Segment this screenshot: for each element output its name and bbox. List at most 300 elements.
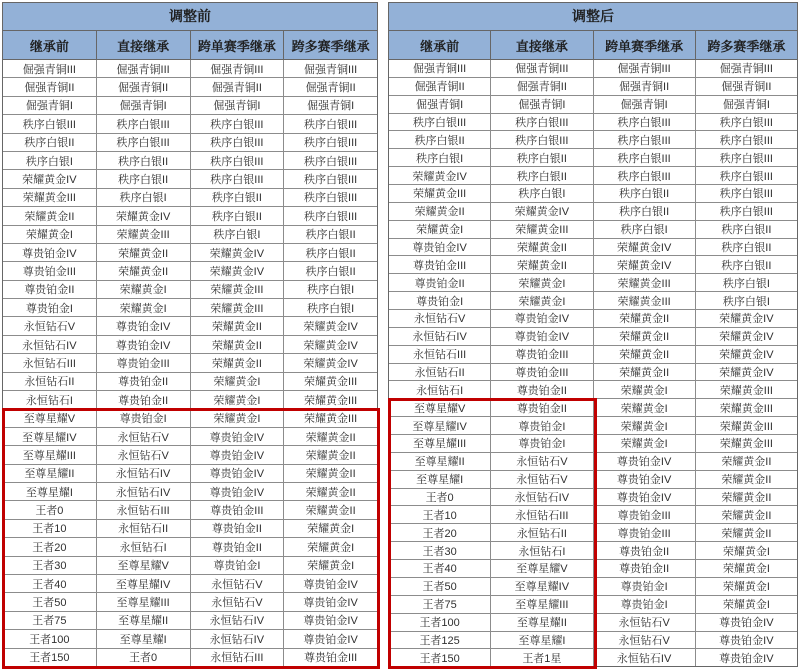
table-cell: 至尊星耀II <box>389 453 491 470</box>
table-row <box>3 207 377 225</box>
table-cell: 荣耀黄金I <box>97 281 191 298</box>
table-cell: 尊贵铂金I <box>491 417 593 434</box>
table-row <box>389 399 797 417</box>
table-cell: 荣耀黄金I <box>594 399 696 416</box>
table-row <box>389 364 797 382</box>
table-cell: 倔强青铜III <box>389 60 491 77</box>
table-cell: 王者0 <box>389 489 491 506</box>
table-cell: 至尊星耀IV <box>3 428 97 445</box>
table-row <box>389 417 797 435</box>
table-cell: 荣耀黄金II <box>491 239 593 256</box>
table-cell: 荣耀黄金III <box>3 189 97 206</box>
table-cell: 倔强青铜II <box>191 78 285 95</box>
table-cell: 荣耀黄金III <box>594 292 696 309</box>
table-cell: 荣耀黄金III <box>304 394 358 407</box>
table-cell: 秩序白银III <box>191 134 285 151</box>
table-cell: 至尊星耀III <box>491 596 593 613</box>
table-row <box>389 310 797 328</box>
table-row <box>389 185 797 203</box>
table-cell: 王者75 <box>3 612 97 629</box>
table-cell: 倔强青铜II <box>389 78 491 95</box>
table-row <box>389 239 797 257</box>
table-cell: 尊贵铂金IV <box>389 239 491 256</box>
table-cell: 荣耀黄金II <box>389 203 491 220</box>
table-cell: 荣耀黄金IV <box>303 339 358 352</box>
table-cell: 荣耀黄金II <box>721 474 772 487</box>
table-row <box>3 189 377 207</box>
table-row <box>3 115 377 133</box>
table-after-title: 调整后 <box>389 3 797 31</box>
table-cell: 荣耀黄金IV <box>719 349 774 362</box>
table-cell: 至尊星耀IV <box>97 575 191 592</box>
table-row <box>3 520 377 538</box>
table-cell: 荣耀黄金IV <box>389 167 491 184</box>
table-cell: 荣耀黄金IV <box>719 331 774 344</box>
table-cell: 永恒钻石III <box>3 354 97 371</box>
table-cell: 秩序白银III <box>191 170 285 187</box>
table-cell: 永恒钻石II <box>491 524 593 541</box>
table-cell: 荣耀黄金II <box>305 486 356 499</box>
table-cell: 尊贵铂金III <box>594 506 696 523</box>
table-cell: 荣耀黄金III <box>97 226 191 243</box>
table-row <box>389 328 797 346</box>
table-cell: 荣耀黄金III <box>719 384 773 397</box>
table-cell: 荣耀黄金III <box>719 438 773 451</box>
table-cell: 秩序白银III <box>389 114 491 131</box>
table-cell: 至尊星耀I <box>491 632 593 649</box>
table-row <box>3 60 377 78</box>
table-row <box>389 632 797 650</box>
table-cell: 尊贵铂金IV <box>594 489 696 506</box>
table-before-title: 调整前 <box>3 3 377 31</box>
table-row <box>3 97 377 115</box>
table-cell: 荣耀黄金II <box>594 346 696 363</box>
table-cell: 秩序白银II <box>721 259 772 272</box>
table-cell: 荣耀黄金II <box>721 509 772 522</box>
table-cell: 尊贵铂金III <box>491 364 593 381</box>
table-cell: 永恒钻石III <box>191 649 285 666</box>
table-cell: 永恒钻石V <box>97 446 191 463</box>
table-cell: 永恒钻石IV <box>97 483 191 500</box>
table-cell: 永恒钻石V <box>3 317 97 334</box>
table-row <box>3 391 377 409</box>
table-row <box>389 560 797 578</box>
table-cell: 至尊星耀I <box>389 471 491 488</box>
table-cell: 永恒钻石V <box>491 471 593 488</box>
table-cell: 王者10 <box>3 520 97 537</box>
table-cell: 秩序白银II <box>305 247 356 260</box>
table-cell: 尊贵铂金III <box>594 524 696 541</box>
table-cell: 王者50 <box>389 578 491 595</box>
table-cell: 永恒钻石V <box>594 632 696 649</box>
table-cell: 倔强青铜II <box>721 81 772 94</box>
table-row <box>3 501 377 519</box>
table-cell: 倔强青铜III <box>491 60 593 77</box>
table-cell: 秩序白银III <box>191 115 285 132</box>
table-cell: 至尊星耀V <box>491 560 593 577</box>
table-before-adjustment <box>2 2 378 667</box>
column-header: 继承前 <box>3 31 97 59</box>
table-cell: 尊贵铂金IV <box>303 615 358 628</box>
table-cell: 永恒钻石III <box>97 501 191 518</box>
table-row <box>3 226 377 244</box>
table-cell: 永恒钻石I <box>3 391 97 408</box>
table-row <box>389 292 797 310</box>
table-cell: 秩序白银III <box>304 192 358 205</box>
table-cell: 荣耀黄金I <box>191 373 285 390</box>
table-cell: 尊贵铂金II <box>97 373 191 390</box>
table-cell: 秩序白银III <box>304 137 358 150</box>
table-cell: 秩序白银III <box>719 170 773 183</box>
table-cell: 永恒钻石I <box>389 381 491 398</box>
table-cell: 荣耀黄金I <box>191 409 285 426</box>
table-cell: 荣耀黄金IV <box>303 321 358 334</box>
table-cell: 至尊星耀IV <box>389 417 491 434</box>
table-cell: 尊贵铂金I <box>594 578 696 595</box>
table-row <box>3 317 377 335</box>
table-cell: 王者10 <box>389 506 491 523</box>
table-cell: 秩序白银I <box>491 185 593 202</box>
table-cell: 秩序白银III <box>719 134 773 147</box>
table-cell: 尊贵铂金II <box>491 399 593 416</box>
table-cell: 王者50 <box>3 593 97 610</box>
table-cell: 荣耀黄金III <box>594 274 696 291</box>
table-cell: 秩序白银III <box>304 155 358 168</box>
table-row <box>389 114 797 132</box>
table-cell: 尊贵铂金I <box>594 596 696 613</box>
table-row <box>389 614 797 632</box>
column-header: 继承前 <box>389 31 491 59</box>
table-cell: 荣耀黄金II <box>191 317 285 334</box>
table-cell: 尊贵铂金I <box>3 299 97 316</box>
table-cell: 秩序白银I <box>722 277 770 290</box>
table-cell: 荣耀黄金IV <box>719 367 774 380</box>
table-cell: 尊贵铂金III <box>389 256 491 273</box>
table-cell: 秩序白银I <box>191 226 285 243</box>
table-row <box>3 281 377 299</box>
table-cell: 尊贵铂金III <box>191 501 285 518</box>
table-cell: 秩序白银II <box>305 229 356 242</box>
table-cell: 荣耀黄金I <box>594 435 696 452</box>
table-row <box>3 612 377 630</box>
table-cell: 荣耀黄金II <box>594 328 696 345</box>
table-cell: 荣耀黄金I <box>307 523 355 536</box>
table-cell: 至尊星耀III <box>97 593 191 610</box>
table-cell: 秩序白银II <box>389 131 491 148</box>
table-cell: 尊贵铂金IV <box>491 310 593 327</box>
table-cell: 至尊星耀V <box>389 399 491 416</box>
table-cell: 荣耀黄金III <box>719 420 773 433</box>
table-row <box>389 274 797 292</box>
table-cell: 尊贵铂金IV <box>97 317 191 334</box>
table-cell: 荣耀黄金III <box>191 299 285 316</box>
table-row <box>3 446 377 464</box>
table-cell: 王者150 <box>389 649 491 666</box>
table-cell: 荣耀黄金I <box>307 541 355 554</box>
table-cell: 永恒钻石V <box>191 593 285 610</box>
table-cell: 荣耀黄金III <box>304 376 358 389</box>
table-cell: 秩序白银III <box>491 114 593 131</box>
table-after-adjustment <box>388 2 798 667</box>
table-cell: 永恒钻石V <box>389 310 491 327</box>
table-cell: 秩序白银III <box>594 149 696 166</box>
table-cell: 尊贵铂金I <box>491 435 593 452</box>
table-cell: 永恒钻石IV <box>3 336 97 353</box>
table-row <box>3 78 377 96</box>
table-row <box>3 575 377 593</box>
table-cell: 倔强青铜I <box>191 97 285 114</box>
table-cell: 秩序白银I <box>97 189 191 206</box>
table-cell: 秩序白银II <box>97 170 191 187</box>
table-cell: 尊贵铂金IV <box>191 428 285 445</box>
table-cell: 尊贵铂金I <box>191 557 285 574</box>
table-cell: 荣耀黄金IV <box>491 203 593 220</box>
table-cell: 永恒钻石III <box>491 506 593 523</box>
table-cell: 秩序白银III <box>594 167 696 184</box>
table-cell: 秩序白银II <box>594 185 696 202</box>
table-cell: 王者0 <box>97 649 191 666</box>
table-row <box>389 149 797 167</box>
table-cell: 王者100 <box>3 630 97 647</box>
table-cell: 尊贵铂金I <box>97 409 191 426</box>
table-cell: 王者100 <box>389 614 491 631</box>
table-cell: 荣耀黄金III <box>491 221 593 238</box>
table-row <box>3 170 377 188</box>
table-cell: 尊贵铂金II <box>97 391 191 408</box>
table-row <box>3 336 377 354</box>
table-cell: 荣耀黄金I <box>594 417 696 434</box>
table-cell: 永恒钻石V <box>491 453 593 470</box>
table-cell: 永恒钻石V <box>594 614 696 631</box>
table-cell: 秩序白银III <box>594 114 696 131</box>
table-cell: 永恒钻石V <box>191 575 285 592</box>
table-cell: 至尊星耀II <box>97 612 191 629</box>
table-cell: 永恒钻石V <box>97 428 191 445</box>
column-header: 跨多赛季继承 <box>291 38 370 54</box>
table-row <box>3 649 377 666</box>
table-cell: 王者30 <box>389 542 491 559</box>
table-cell: 秩序白银III <box>719 117 773 129</box>
column-header: 直接继承 <box>97 31 191 59</box>
table-cell: 倔强青铜I <box>491 96 593 113</box>
table-cell: 荣耀黄金II <box>594 364 696 381</box>
table-before-header-row <box>3 31 377 60</box>
table-cell: 荣耀黄金I <box>3 226 97 243</box>
table-cell: 至尊星耀V <box>3 409 97 426</box>
table-cell: 秩序白银II <box>191 189 285 206</box>
table-cell: 秩序白银II <box>721 242 772 255</box>
table-cell: 秩序白银II <box>594 203 696 220</box>
table-row <box>389 435 797 453</box>
table-cell: 王者40 <box>3 575 97 592</box>
table-cell: 秩序白银I <box>594 221 696 238</box>
table-cell: 尊贵铂金IV <box>97 336 191 353</box>
table-cell: 秩序白银II <box>191 207 285 224</box>
table-cell: 尊贵铂金II <box>191 520 285 537</box>
table-cell: 尊贵铂金III <box>491 346 593 363</box>
table-row <box>3 373 377 391</box>
table-cell: 倔强青铜I <box>594 96 696 113</box>
table-cell: 荣耀黄金I <box>722 581 770 594</box>
table-cell: 至尊星耀II <box>491 614 593 631</box>
table-row <box>389 506 797 524</box>
table-cell: 倔强青铜III <box>97 60 191 77</box>
table-cell: 秩序白银III <box>97 115 191 132</box>
table-cell: 秩序白银III <box>719 206 773 219</box>
table-row <box>3 134 377 152</box>
table-cell: 尊贵铂金II <box>3 281 97 298</box>
table-cell: 尊贵铂金II <box>491 381 593 398</box>
table-cell: 秩序白银I <box>389 149 491 166</box>
table-cell: 秩序白银II <box>491 167 593 184</box>
table-cell: 秩序白银II <box>721 224 772 237</box>
table-row <box>389 60 797 78</box>
table-cell: 荣耀黄金II <box>721 456 772 469</box>
table-cell: 荣耀黄金IV <box>303 357 358 370</box>
table-cell: 秩序白银II <box>491 149 593 166</box>
table-cell: 荣耀黄金II <box>594 310 696 327</box>
table-cell: 秩序白银III <box>304 118 358 131</box>
table-cell: 荣耀黄金II <box>97 262 191 279</box>
table-cell: 永恒钻石II <box>97 520 191 537</box>
table-row <box>3 428 377 446</box>
table-cell: 秩序白银I <box>3 152 97 169</box>
table-cell: 荣耀黄金I <box>307 560 355 573</box>
column-header: 跨多赛季继承 <box>707 38 786 54</box>
table-row <box>389 578 797 596</box>
table-cell: 秩序白银III <box>491 131 593 148</box>
table-cell: 尊贵铂金IV <box>303 597 358 610</box>
table-cell: 倔强青铜III <box>304 63 358 76</box>
table-row <box>3 262 377 280</box>
table-row <box>389 542 797 560</box>
table-cell: 永恒钻石II <box>3 373 97 390</box>
table-cell: 尊贵铂金IV <box>191 483 285 500</box>
table-cell: 王者75 <box>389 596 491 613</box>
table-cell: 荣耀黄金II <box>191 336 285 353</box>
table-cell: 尊贵铂金IV <box>719 617 774 630</box>
column-header: 直接继承 <box>491 31 593 59</box>
table-cell: 尊贵铂金IV <box>594 471 696 488</box>
table-cell: 永恒钻石III <box>389 346 491 363</box>
table-cell: 倔强青铜II <box>305 82 356 95</box>
table-cell: 倔强青铜III <box>191 60 285 77</box>
table-cell: 荣耀黄金II <box>721 492 772 505</box>
table-cell: 尊贵铂金IV <box>491 328 593 345</box>
table-row <box>3 152 377 170</box>
table-cell: 秩序白银III <box>304 210 358 223</box>
table-cell: 尊贵铂金III <box>3 262 97 279</box>
table-cell: 永恒钻石IV <box>594 649 696 666</box>
table-cell: 荣耀黄金I <box>389 221 491 238</box>
table-cell: 荣耀黄金IV <box>594 239 696 256</box>
table-cell: 秩序白银III <box>304 174 358 187</box>
table-row <box>389 381 797 399</box>
table-row <box>3 465 377 483</box>
table-cell: 王者0 <box>3 501 97 518</box>
table-cell: 秩序白银II <box>305 265 356 278</box>
table-row <box>3 557 377 575</box>
column-header: 跨单赛季继承 <box>594 31 696 59</box>
table-cell: 荣耀黄金II <box>97 244 191 261</box>
table-cell: 荣耀黄金IV <box>594 256 696 273</box>
table-cell: 倔强青铜III <box>3 60 97 77</box>
table-row <box>3 409 377 427</box>
table-cell: 倔强青铜I <box>722 99 770 112</box>
table-cell: 倔强青铜I <box>307 100 355 113</box>
table-cell: 尊贵铂金II <box>594 542 696 559</box>
table-cell: 秩序白银I <box>307 284 355 297</box>
table-cell: 倔强青铜III <box>594 60 696 77</box>
table-cell: 秩序白银I <box>722 295 770 308</box>
table-cell: 荣耀黄金III <box>389 185 491 202</box>
table-cell: 荣耀黄金II <box>305 431 356 444</box>
table-cell: 荣耀黄金I <box>594 381 696 398</box>
table-cell: 秩序白银III <box>191 152 285 169</box>
table-cell: 王者1星 <box>491 649 593 666</box>
table-row <box>3 244 377 262</box>
table-row <box>389 167 797 185</box>
table-cell: 荣耀黄金I <box>722 545 770 558</box>
table-cell: 尊贵铂金II <box>594 560 696 577</box>
table-row <box>389 96 797 114</box>
table-row <box>3 630 377 648</box>
table-cell: 至尊星耀III <box>3 446 97 463</box>
table-cell: 尊贵铂金IV <box>303 633 358 646</box>
table-cell: 倔强青铜I <box>97 97 191 114</box>
table-cell: 荣耀黄金I <box>191 391 285 408</box>
table-row <box>389 596 797 614</box>
table-cell: 荣耀黄金IV <box>97 207 191 224</box>
table-cell: 尊贵铂金II <box>389 274 491 291</box>
table-cell: 王者20 <box>389 524 491 541</box>
table-row <box>389 524 797 542</box>
table-row <box>389 203 797 221</box>
table-cell: 秩序白银II <box>97 152 191 169</box>
table-cell: 荣耀黄金III <box>719 402 773 415</box>
table-cell: 荣耀黄金I <box>722 599 770 612</box>
table-cell: 倔强青铜II <box>97 78 191 95</box>
table-cell: 尊贵铂金IV <box>719 652 774 665</box>
table-cell: 尊贵铂金IV <box>303 578 358 591</box>
table-row <box>3 538 377 556</box>
table-cell: 荣耀黄金II <box>721 527 772 540</box>
table-cell: 尊贵铂金I <box>389 292 491 309</box>
table-cell: 荣耀黄金II <box>305 505 356 518</box>
table-cell: 秩序白银III <box>3 115 97 132</box>
table-cell: 永恒钻石IV <box>97 465 191 482</box>
table-row <box>389 649 797 666</box>
table-cell: 荣耀黄金I <box>491 274 593 291</box>
table-cell: 至尊星耀III <box>389 435 491 452</box>
table-cell: 至尊星耀IV <box>491 578 593 595</box>
table-cell: 倔强青铜II <box>3 78 97 95</box>
table-cell: 王者150 <box>3 649 97 666</box>
table-cell: 王者30 <box>3 557 97 574</box>
table-cell: 荣耀黄金I <box>97 299 191 316</box>
table-cell: 秩序白银III <box>719 152 773 165</box>
table-row <box>3 299 377 317</box>
table-cell: 永恒钻石I <box>491 542 593 559</box>
table-cell: 倔强青铜I <box>3 97 97 114</box>
column-header: 跨单赛季继承 <box>191 31 285 59</box>
table-cell: 荣耀黄金IV <box>719 313 774 326</box>
table-cell: 荣耀黄金II <box>491 256 593 273</box>
table-row <box>3 483 377 501</box>
table-after-body <box>389 60 797 666</box>
table-cell: 荣耀黄金II <box>305 449 356 462</box>
table-cell: 尊贵铂金IV <box>191 465 285 482</box>
